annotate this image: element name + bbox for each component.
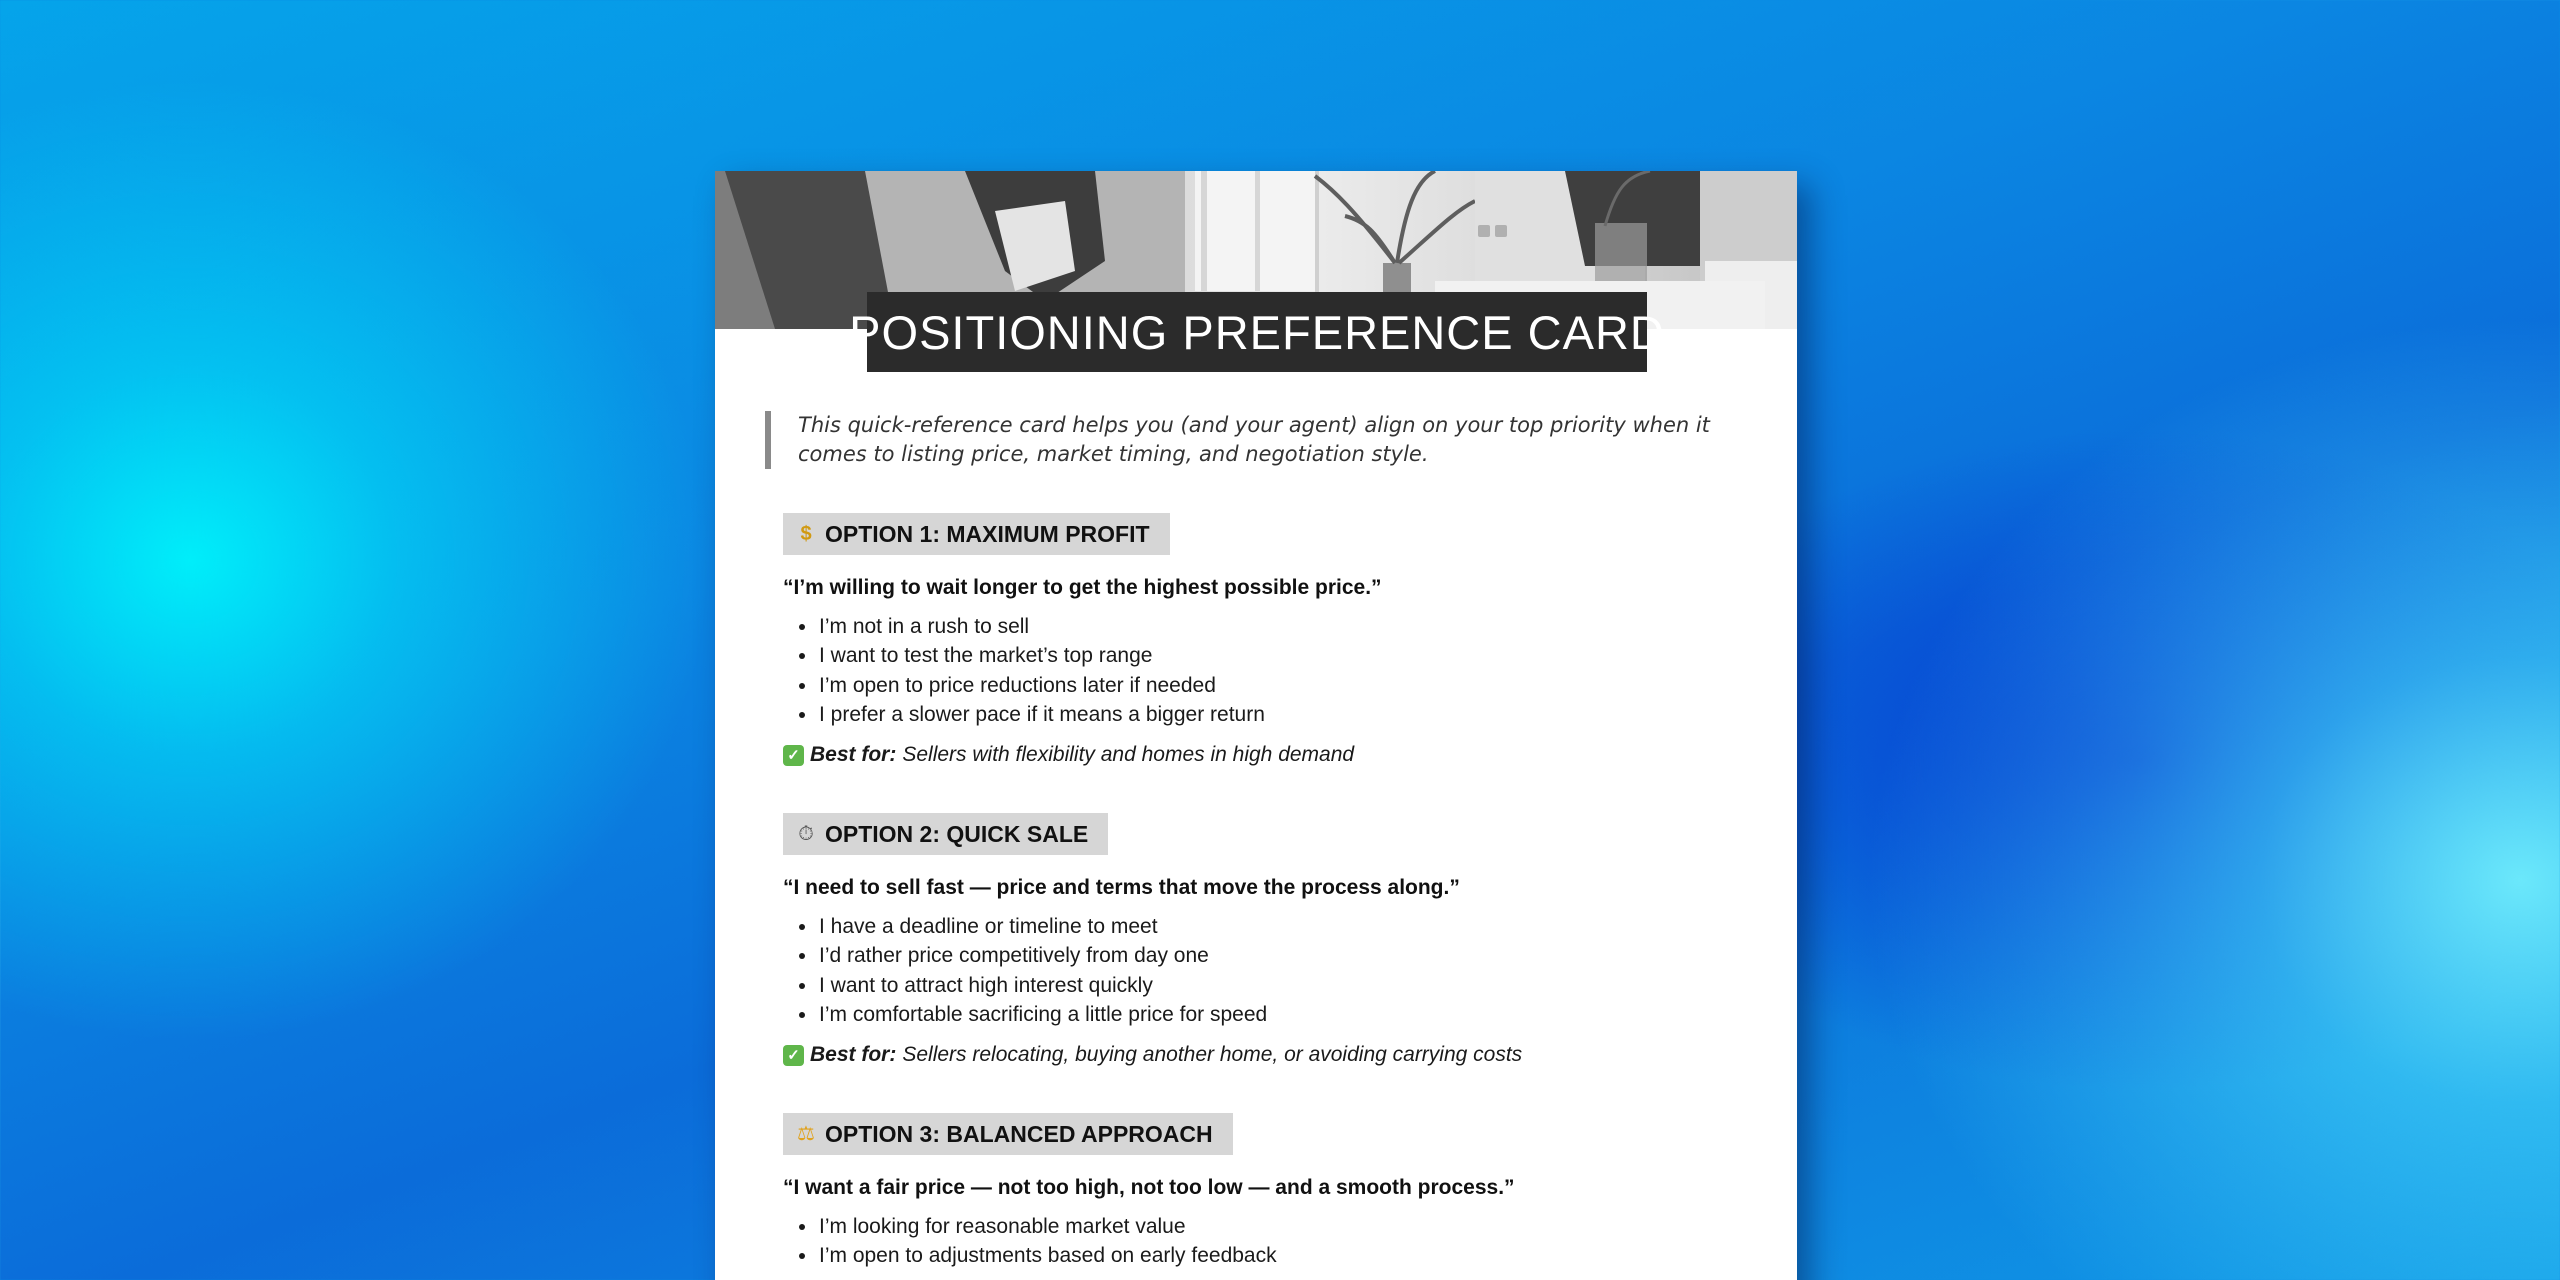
option-1-quote: “I’m willing to wait longer to get the highest possible price.” (783, 576, 1382, 599)
intro-text: This quick-reference card helps you (and your agent) align on your top priority when it comes to listing price, market timing, and negotiation style. (765, 411, 1765, 469)
option-3-list (819, 1212, 1277, 1271)
list-item: I’m open to adjustments based on early feedback (819, 1241, 1277, 1270)
money-bag-icon: $ (800, 523, 812, 545)
list-item: I’m comfortable sacrificing a little price for speed (819, 1000, 1267, 1029)
option-1-best-for (783, 743, 1354, 767)
title-banner (849, 292, 1665, 372)
option-2-best-for (783, 1043, 1522, 1067)
stopwatch-icon: ⏱ (798, 823, 814, 845)
list-item: I’m open to price reductions later if needed (819, 671, 1265, 700)
option-2-list (819, 912, 1267, 1029)
option-2-heading: OPTION 2: QUICK SALE (825, 820, 1089, 847)
list-item: I’d rather price competitively from day one (819, 941, 1267, 970)
option-2-header (783, 813, 1108, 855)
best-for-label: Best for: (810, 743, 897, 766)
option-2-quote: “I need to sell fast — price and terms that move the process along.” (783, 876, 1460, 899)
option-1-header (783, 513, 1170, 555)
option-3-heading: OPTION 3: BALANCED APPROACH (825, 1120, 1213, 1147)
option-1-heading: OPTION 1: MAXIMUM PROFIT (825, 520, 1150, 547)
option-1-list (819, 612, 1265, 729)
list-item: I’m looking for reasonable market value (819, 1212, 1277, 1241)
list-item: I prefer a slower pace if it means a bigger return (819, 700, 1265, 729)
list-item: I want to attract high interest quickly (819, 971, 1267, 1000)
best-for-text: Sellers relocating, buying another home, or avoiding carrying costs (902, 1043, 1523, 1066)
list-item: I want to test the market’s top range (819, 641, 1265, 670)
check-icon: ✓ (783, 1045, 804, 1066)
balance-scale-icon: ⚖ (797, 1123, 815, 1145)
list-item: I have a deadline or timeline to meet (819, 912, 1267, 941)
best-for-text: Sellers with flexibility and homes in high demand (902, 743, 1355, 766)
option-3-quote: “I want a fair price — not too high, not too low — and a smooth process.” (783, 1176, 1515, 1199)
best-for-label: Best for: (810, 1043, 897, 1066)
list-item: I’m not in a rush to sell (819, 612, 1265, 641)
check-icon: ✓ (783, 745, 804, 766)
page-title: POSITIONING PREFERENCE CARD (849, 305, 1665, 359)
preference-card-document (715, 171, 1797, 1280)
option-3-header (783, 1113, 1233, 1155)
